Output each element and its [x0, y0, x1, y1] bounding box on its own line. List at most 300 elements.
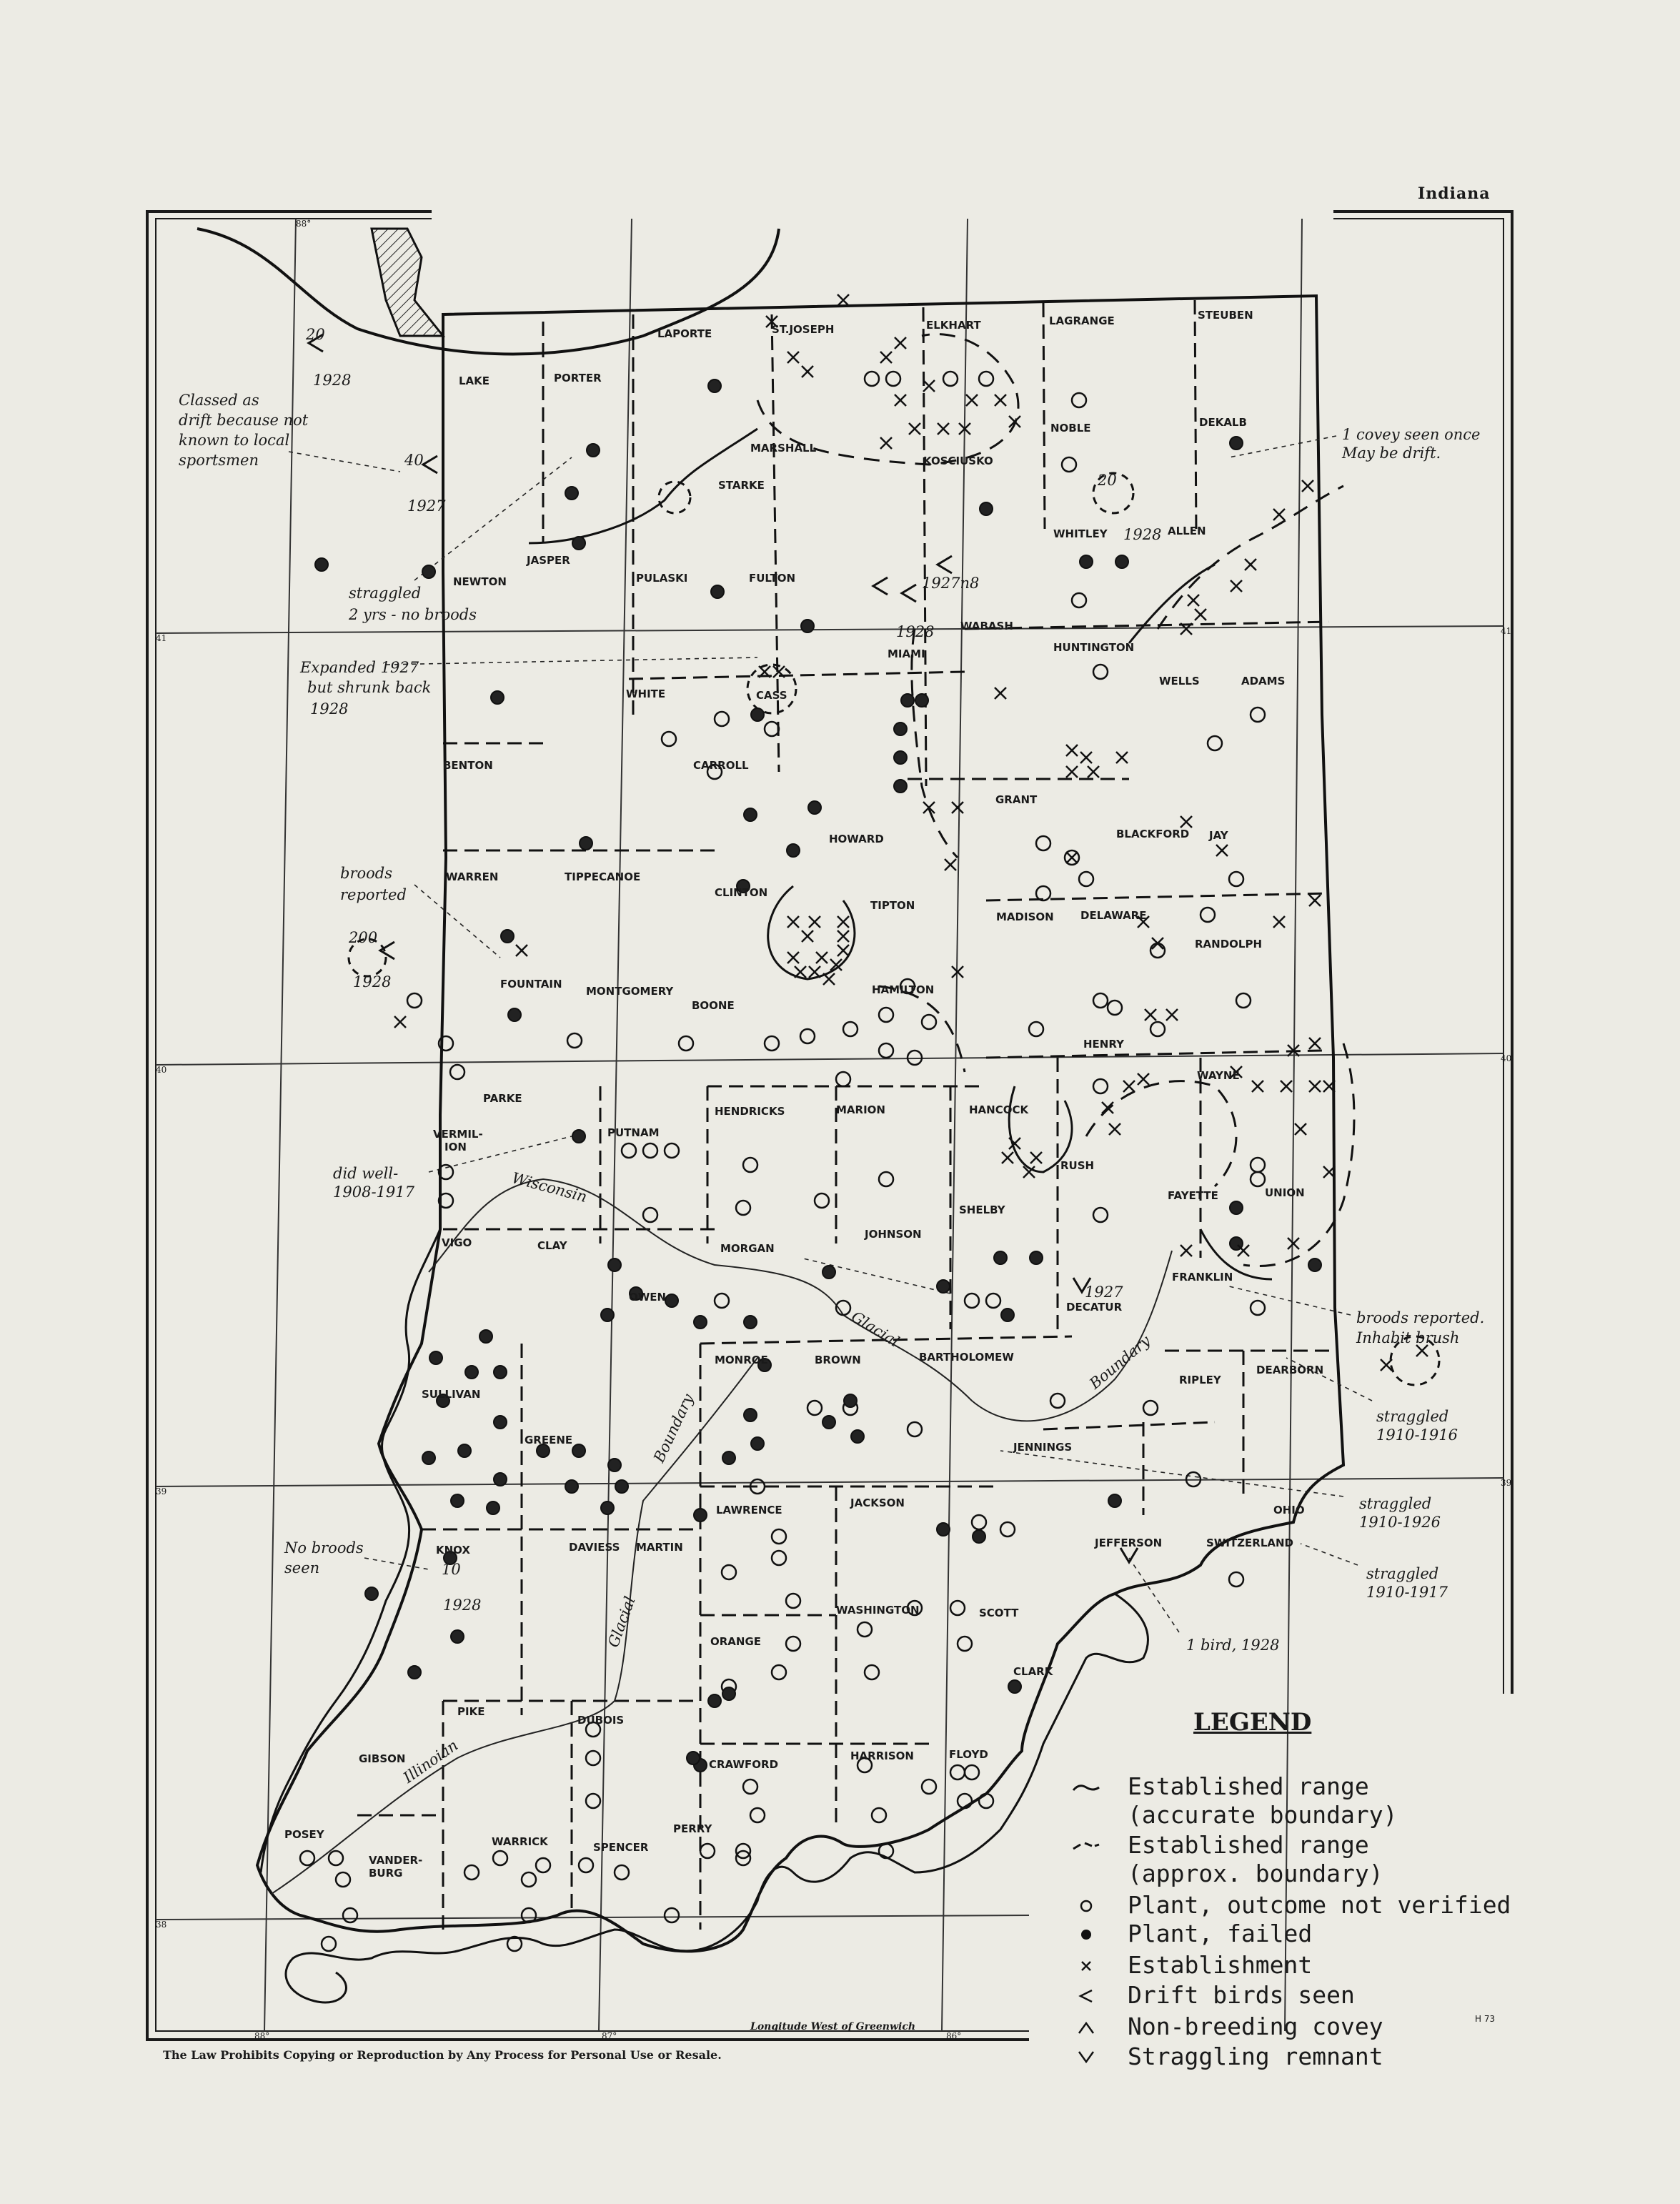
- filled-circle-marker: [365, 1587, 378, 1600]
- filled-circle-marker: [894, 751, 907, 764]
- filled-circle-marker: [980, 502, 993, 515]
- filled-circle-marker: [1108, 1494, 1121, 1507]
- cross-marker: [1109, 1123, 1120, 1135]
- cross-marker: [1088, 766, 1099, 778]
- filled-circle-marker: [501, 930, 514, 943]
- cross-marker: [1080, 752, 1092, 763]
- less-than-icon: [1072, 1984, 1100, 2009]
- handwritten-annotation: Glacial: [605, 1594, 639, 1650]
- cross-marker: [1066, 852, 1078, 863]
- cross-marker: [1030, 1152, 1042, 1163]
- copyright-notice: The Law Prohibits Copying or Reproduction by Any Process for Personal Use or Resale.: [163, 2048, 722, 2062]
- graticule-label: 86°: [946, 2031, 962, 2041]
- handwritten-annotation: 1928: [313, 372, 352, 389]
- less-than-marker: [380, 942, 394, 959]
- open-circle-marker: [665, 1908, 679, 1922]
- county-label: WASHINGTON: [836, 1604, 920, 1617]
- open-circle-marker: [922, 1779, 936, 1794]
- cross-marker: [895, 337, 906, 349]
- handwritten-annotation: straggled: [1359, 1495, 1432, 1512]
- county-label: CLINTON: [715, 886, 768, 899]
- filled-circle-marker: [315, 558, 328, 571]
- county-label: SPENCER: [593, 1841, 649, 1854]
- filled-circle-marker: [711, 585, 724, 598]
- open-circle-marker: [743, 1779, 757, 1794]
- filled-circle-marker: [572, 1444, 585, 1457]
- open-circle-marker: [1108, 1001, 1122, 1015]
- open-circle-marker: [1093, 1079, 1108, 1093]
- filled-circle-marker: [894, 723, 907, 735]
- legend-title: LEGEND: [1193, 1708, 1312, 1737]
- filled-circle-marker: [615, 1480, 628, 1493]
- legend-item-label: Established range: [1128, 1831, 1369, 1859]
- cross-marker: [394, 1016, 406, 1028]
- open-circle-marker: [908, 1422, 922, 1436]
- header-patch: [432, 157, 1333, 246]
- county-label: MIAMI: [888, 647, 925, 660]
- open-circle-marker: [1236, 993, 1251, 1008]
- county-label: ST.JOSEPH: [772, 323, 835, 336]
- county-label: PARKE: [483, 1092, 522, 1105]
- county-label: VERMIL-: [433, 1128, 483, 1141]
- filled-circle-marker: [722, 1451, 735, 1464]
- open-circle-marker: [329, 1851, 343, 1865]
- cross-marker: [795, 966, 806, 978]
- handwritten-annotation: reported: [340, 886, 407, 903]
- open-circle-icon: [1072, 1894, 1100, 1919]
- cross-marker: [1309, 895, 1321, 906]
- cross-marker: [1216, 845, 1228, 856]
- handwritten-annotation: straggled: [1366, 1565, 1439, 1582]
- open-circle-marker: [1029, 1022, 1043, 1036]
- county-label: LAWRENCE: [716, 1504, 782, 1517]
- handwritten-annotation: May be drift.: [1342, 445, 1441, 462]
- county-label: LAPORTE: [657, 327, 712, 340]
- handwritten-annotation: 1928: [310, 700, 349, 718]
- handwritten-annotation: 1 bird, 1928: [1186, 1637, 1280, 1654]
- cross-marker: [938, 423, 949, 435]
- county-label: UNION: [1265, 1186, 1305, 1199]
- open-circle-marker: [622, 1143, 636, 1158]
- handwritten-annotation: 1928: [1123, 526, 1162, 543]
- county-label: JEFFERSON: [1095, 1537, 1163, 1549]
- filled-circle-marker: [508, 1008, 521, 1021]
- filled-circle-marker: [851, 1430, 864, 1443]
- filled-circle-marker: [458, 1444, 471, 1457]
- open-circle-marker: [858, 1622, 872, 1637]
- county-label: DELAWARE: [1080, 909, 1147, 922]
- filled-circle-marker: [608, 1259, 621, 1271]
- filled-circle-marker: [901, 694, 914, 707]
- county-label: PULASKI: [636, 572, 688, 585]
- cross-marker: [1181, 816, 1192, 828]
- filled-circle-marker: [708, 1694, 721, 1707]
- county-label: BURG: [369, 1867, 403, 1880]
- filled-circle-marker: [994, 1251, 1007, 1264]
- filled-circle-marker: [572, 1130, 585, 1143]
- handwritten-annotation: 1927: [407, 497, 446, 515]
- county-label: WELLS: [1159, 675, 1200, 687]
- open-circle-marker: [715, 712, 729, 726]
- solid-line-icon: [1072, 1775, 1100, 1800]
- county-label: ORANGE: [710, 1635, 762, 1648]
- filled-circle-marker: [494, 1366, 507, 1379]
- filled-circle-marker: [1230, 437, 1243, 450]
- open-circle-marker: [1251, 708, 1265, 722]
- graticule-label: 87°: [602, 2031, 617, 2041]
- open-circle-marker: [958, 1637, 972, 1651]
- county-label: JENNINGS: [1013, 1441, 1073, 1454]
- county-label: ELKHART: [926, 319, 981, 332]
- county-label: MADISON: [996, 910, 1054, 923]
- open-circle-marker: [772, 1551, 786, 1565]
- cross-marker: [995, 687, 1006, 699]
- open-circle-marker: [986, 1294, 1000, 1308]
- open-circle-marker: [1201, 908, 1215, 922]
- filled-circle-marker: [494, 1416, 507, 1429]
- county-label: BOONE: [692, 999, 735, 1012]
- graticule-label: 38: [156, 1920, 167, 1930]
- county-label: SHELBY: [959, 1203, 1005, 1216]
- filled-circle-marker: [451, 1630, 464, 1643]
- handwritten-annotation: 1928: [353, 973, 392, 991]
- open-circle-marker: [950, 1601, 965, 1615]
- handwritten-annotation: broods reported.: [1356, 1309, 1485, 1326]
- county-label: GIBSON: [359, 1752, 406, 1765]
- handwritten-annotation: 1910-1926: [1359, 1514, 1441, 1531]
- filled-circle-marker: [422, 1451, 435, 1464]
- open-circle-marker: [522, 1872, 536, 1887]
- handwritten-annotation: did well-: [333, 1165, 399, 1182]
- open-circle-marker: [1093, 993, 1108, 1008]
- county-label: PORTER: [554, 372, 602, 384]
- open-circle-marker: [972, 1515, 986, 1529]
- open-circle-marker: [815, 1193, 829, 1208]
- filled-circle-marker: [1080, 555, 1093, 568]
- county-label: HENRY: [1083, 1038, 1124, 1051]
- handwritten-annotation: 1928: [896, 623, 935, 640]
- handwritten-annotation: 20: [306, 326, 325, 343]
- cross-marker: [1295, 1123, 1306, 1135]
- handwritten-annotation: Classed as: [179, 392, 259, 409]
- cross-marker: [1273, 509, 1285, 520]
- cross-marker: [809, 966, 820, 978]
- county-label: HAMILTON: [872, 983, 935, 996]
- cross-marker: [1416, 1345, 1428, 1356]
- filled-circle-marker: [1030, 1251, 1043, 1264]
- county-label: DAVIESS: [569, 1541, 620, 1554]
- filled-circle-marker: [687, 1752, 700, 1764]
- open-circle-marker: [1143, 1401, 1158, 1415]
- filled-circle-marker: [937, 1280, 950, 1293]
- cross-marker: [809, 916, 820, 928]
- cross-icon: [1072, 1954, 1100, 1979]
- county-label: PERRY: [673, 1822, 712, 1835]
- graticule-label: 41: [156, 633, 167, 643]
- handwritten-annotation: Boundary: [1086, 1331, 1154, 1393]
- handwritten-annotation: but shrunk back: [307, 679, 432, 696]
- handwritten-annotation: sportsmen: [179, 452, 259, 469]
- cross-marker: [1281, 1081, 1292, 1092]
- county-label: MARTIN: [636, 1541, 683, 1554]
- cross-marker: [1166, 1009, 1178, 1021]
- cross-marker: [516, 945, 527, 956]
- filled-circle-marker: [479, 1330, 492, 1343]
- county-label: WARRICK: [492, 1835, 548, 1848]
- handwritten-annotation: Inhabit brush: [1356, 1329, 1460, 1346]
- filled-circle-marker: [937, 1523, 950, 1536]
- filled-circle-marker: [915, 694, 928, 707]
- handwritten-annotation: Wisconsin: [510, 1169, 589, 1206]
- filled-circle-marker: [451, 1494, 464, 1507]
- filled-circle-marker: [822, 1416, 835, 1429]
- open-circle-marker: [836, 1072, 850, 1086]
- county-label: JASPER: [527, 554, 570, 567]
- open-circle-marker: [965, 1294, 979, 1308]
- handwritten-annotation: No broods: [284, 1539, 364, 1557]
- open-circle-marker: [1000, 1522, 1015, 1537]
- open-circle-marker: [943, 372, 958, 386]
- filled-circle-marker: [1230, 1201, 1243, 1214]
- cross-marker: [837, 294, 849, 306]
- handwritten-annotation: straggled: [349, 585, 422, 602]
- cross-marker: [1002, 1152, 1013, 1163]
- handwritten-annotation: 20: [1098, 472, 1117, 489]
- open-circle-marker: [1093, 1208, 1108, 1222]
- open-circle-marker: [464, 1865, 479, 1880]
- county-label: RANDOLPH: [1195, 938, 1263, 950]
- county-label: FOUNTAIN: [500, 978, 562, 991]
- graticule-label: 88°: [254, 2031, 270, 2041]
- cross-marker: [1309, 1081, 1321, 1092]
- open-circle-marker: [843, 1022, 858, 1036]
- county-label: GRANT: [995, 793, 1038, 806]
- open-circle-marker: [1150, 943, 1165, 958]
- county-label: CASS: [756, 689, 787, 702]
- handwritten-annotation: 200: [349, 929, 378, 946]
- county-label: CLAY: [537, 1239, 567, 1252]
- cross-marker: [952, 802, 963, 813]
- county-label: BLACKFORD: [1116, 828, 1190, 840]
- open-circle-marker: [807, 1401, 822, 1415]
- legend-item-label: Drift birds seen: [1128, 1981, 1355, 2009]
- cross-marker: [816, 952, 827, 963]
- open-circle-marker: [1036, 886, 1050, 900]
- cross-marker: [1102, 1102, 1113, 1113]
- open-circle-marker: [662, 732, 676, 746]
- open-circle-marker: [343, 1908, 357, 1922]
- cross-marker: [1116, 752, 1128, 763]
- cross-marker: [1188, 595, 1199, 606]
- longitude-label: Longitude West of Greenwich: [750, 2021, 916, 2032]
- cross-marker: [923, 380, 935, 392]
- cross-marker: [1138, 1073, 1149, 1085]
- open-circle-marker: [493, 1851, 507, 1865]
- cross-marker: [895, 394, 906, 406]
- cross-marker: [1181, 1245, 1192, 1256]
- county-label: WABASH: [960, 620, 1013, 632]
- filled-circle-marker: [565, 487, 578, 500]
- cross-marker: [1195, 609, 1206, 620]
- open-circle-marker: [865, 1665, 879, 1679]
- open-circle-marker: [879, 1008, 893, 1022]
- open-circle-marker: [322, 1937, 336, 1951]
- county-label: KOSCIUSKO: [923, 455, 993, 467]
- county-label: HARRISON: [850, 1749, 914, 1762]
- graticule-label: 39: [156, 1486, 167, 1496]
- county-label: OWEN: [629, 1291, 667, 1304]
- legend-item-label: Non-breeding covey: [1128, 2012, 1383, 2040]
- open-circle-marker: [1062, 457, 1076, 472]
- open-circle-marker: [450, 1065, 464, 1079]
- open-circle-marker: [1251, 1172, 1265, 1186]
- handwritten-annotation: 1927: [1085, 1284, 1123, 1301]
- legend-item-label: Plant, outcome not verified: [1128, 1891, 1511, 1919]
- cross-marker: [802, 930, 813, 942]
- handwritten-annotation: Boundary: [650, 1391, 697, 1466]
- graticule-label: 40: [156, 1065, 167, 1075]
- county-label: JAY: [1209, 829, 1228, 842]
- county-label: DECATUR: [1066, 1301, 1123, 1314]
- filled-circle-marker: [744, 808, 757, 821]
- open-circle-marker: [665, 1143, 679, 1158]
- cross-marker: [1273, 916, 1285, 928]
- county-label: POSEY: [284, 1828, 324, 1841]
- handwritten-annotation: 2 yrs - no broods: [349, 606, 477, 623]
- open-circle-marker: [567, 1033, 582, 1048]
- county-label: STEUBEN: [1198, 309, 1253, 322]
- filled-circle-marker: [580, 837, 592, 850]
- open-circle-marker: [1072, 393, 1086, 407]
- filled-circle-marker: [694, 1316, 707, 1329]
- county-label: HENDRICKS: [715, 1105, 785, 1118]
- filled-circle-marker: [973, 1530, 985, 1543]
- county-label: SWITZERLAND: [1206, 1537, 1294, 1549]
- filled-circle-marker: [608, 1459, 621, 1471]
- cross-marker: [837, 916, 849, 928]
- cross-marker: [787, 952, 799, 963]
- county-label: WAYNE: [1197, 1069, 1240, 1082]
- county-label: MONROE: [715, 1354, 768, 1366]
- cross-marker: [966, 394, 978, 406]
- cross-marker: [1381, 1359, 1392, 1371]
- handwritten-annotation: straggled: [1376, 1408, 1449, 1425]
- cross-marker: [787, 916, 799, 928]
- less-than-marker: [873, 577, 888, 595]
- county-label: FRANKLIN: [1172, 1271, 1233, 1284]
- county-label: VANDER-: [369, 1854, 423, 1867]
- county-label: NOBLE: [1050, 422, 1091, 435]
- graticule-label: 39: [1501, 1478, 1512, 1488]
- open-circle-marker: [507, 1937, 522, 1951]
- open-circle-marker: [765, 722, 779, 736]
- county-label: FAYETTE: [1168, 1189, 1218, 1202]
- county-label: KNOX: [436, 1544, 470, 1557]
- open-circle-marker: [772, 1665, 786, 1679]
- cross-marker: [909, 423, 920, 435]
- handwritten-annotation: known to local: [179, 432, 290, 449]
- filled-circle-marker: [844, 1394, 857, 1407]
- open-circle-marker: [865, 372, 879, 386]
- cross-marker: [1288, 1238, 1299, 1249]
- open-circle-marker: [536, 1858, 550, 1872]
- filled-circle-marker: [587, 444, 600, 457]
- ohio-river: [286, 1594, 1148, 2002]
- cross-marker: [1252, 1081, 1263, 1092]
- open-circle-marker: [736, 1201, 750, 1215]
- open-circle-marker: [1050, 1394, 1065, 1408]
- legend-item-label: (accurate boundary): [1128, 1801, 1398, 1829]
- handwritten-annotation: seen: [284, 1559, 320, 1577]
- cross-marker: [1231, 580, 1242, 592]
- filled-circle-marker: [422, 565, 435, 578]
- county-label: TIPPECANOE: [565, 870, 641, 883]
- filled-circle-marker: [1115, 555, 1128, 568]
- handwritten-annotation: 40: [404, 452, 424, 469]
- county-label: MARSHALL: [750, 442, 817, 455]
- county-label: STARKE: [718, 479, 765, 492]
- county-label: MORGAN: [720, 1242, 775, 1255]
- open-circle-marker: [950, 1765, 965, 1779]
- county-label: GREENE: [525, 1434, 573, 1446]
- filled-circle-marker: [1001, 1309, 1014, 1321]
- filled-circle-marker: [1008, 1680, 1021, 1693]
- county-label: VIGO: [442, 1236, 472, 1249]
- filled-circle-marker: [408, 1666, 421, 1679]
- open-circle-marker: [586, 1751, 600, 1765]
- county-label: RIPLEY: [1179, 1374, 1221, 1386]
- open-circle-marker: [336, 1872, 350, 1887]
- legend-item-label: Established range: [1128, 1772, 1369, 1800]
- vee-marker: [1120, 1548, 1138, 1562]
- county-label: ADAMS: [1241, 675, 1286, 687]
- open-circle-marker: [1093, 665, 1108, 679]
- cross-marker: [1245, 559, 1256, 570]
- county-label: WARREN: [446, 870, 499, 883]
- graticule-label: 88°: [296, 219, 312, 229]
- county-label: BENTON: [443, 759, 493, 772]
- filled-circle-marker: [751, 708, 764, 721]
- county-label: PIKE: [457, 1705, 485, 1718]
- handwritten-annotation: broods: [340, 865, 392, 882]
- graticule-label: 41: [1501, 626, 1512, 636]
- less-than-marker: [938, 556, 952, 573]
- filled-circle-marker: [744, 1316, 757, 1329]
- cross-marker: [995, 394, 1006, 406]
- caret-icon: [1072, 2015, 1100, 2040]
- handwritten-annotation: 1928: [443, 1597, 482, 1614]
- filled-circle-marker: [429, 1351, 442, 1364]
- county-label: HANCOCK: [969, 1103, 1029, 1116]
- county-label: OHIO: [1273, 1504, 1305, 1517]
- filled-circle-marker: [491, 691, 504, 704]
- handwritten-annotation: Illinoian: [400, 1736, 462, 1787]
- open-circle-marker: [879, 1844, 893, 1858]
- filled-circle-marker: [808, 801, 821, 814]
- county-label: SCOTT: [979, 1607, 1019, 1619]
- filled-circle-marker: [787, 844, 800, 857]
- open-circle-marker: [679, 1036, 693, 1051]
- open-circle-marker: [786, 1594, 800, 1608]
- county-label: CRAWFORD: [709, 1758, 779, 1771]
- handwritten-annotation: 10: [442, 1561, 461, 1578]
- open-circle-marker: [522, 1908, 536, 1922]
- handwritten-annotation: 1910-1916: [1376, 1426, 1458, 1444]
- county-label: WHITLEY: [1053, 527, 1108, 540]
- county-label: NEWTON: [453, 575, 507, 588]
- cross-marker: [945, 859, 956, 870]
- open-circle-marker: [1251, 1158, 1265, 1172]
